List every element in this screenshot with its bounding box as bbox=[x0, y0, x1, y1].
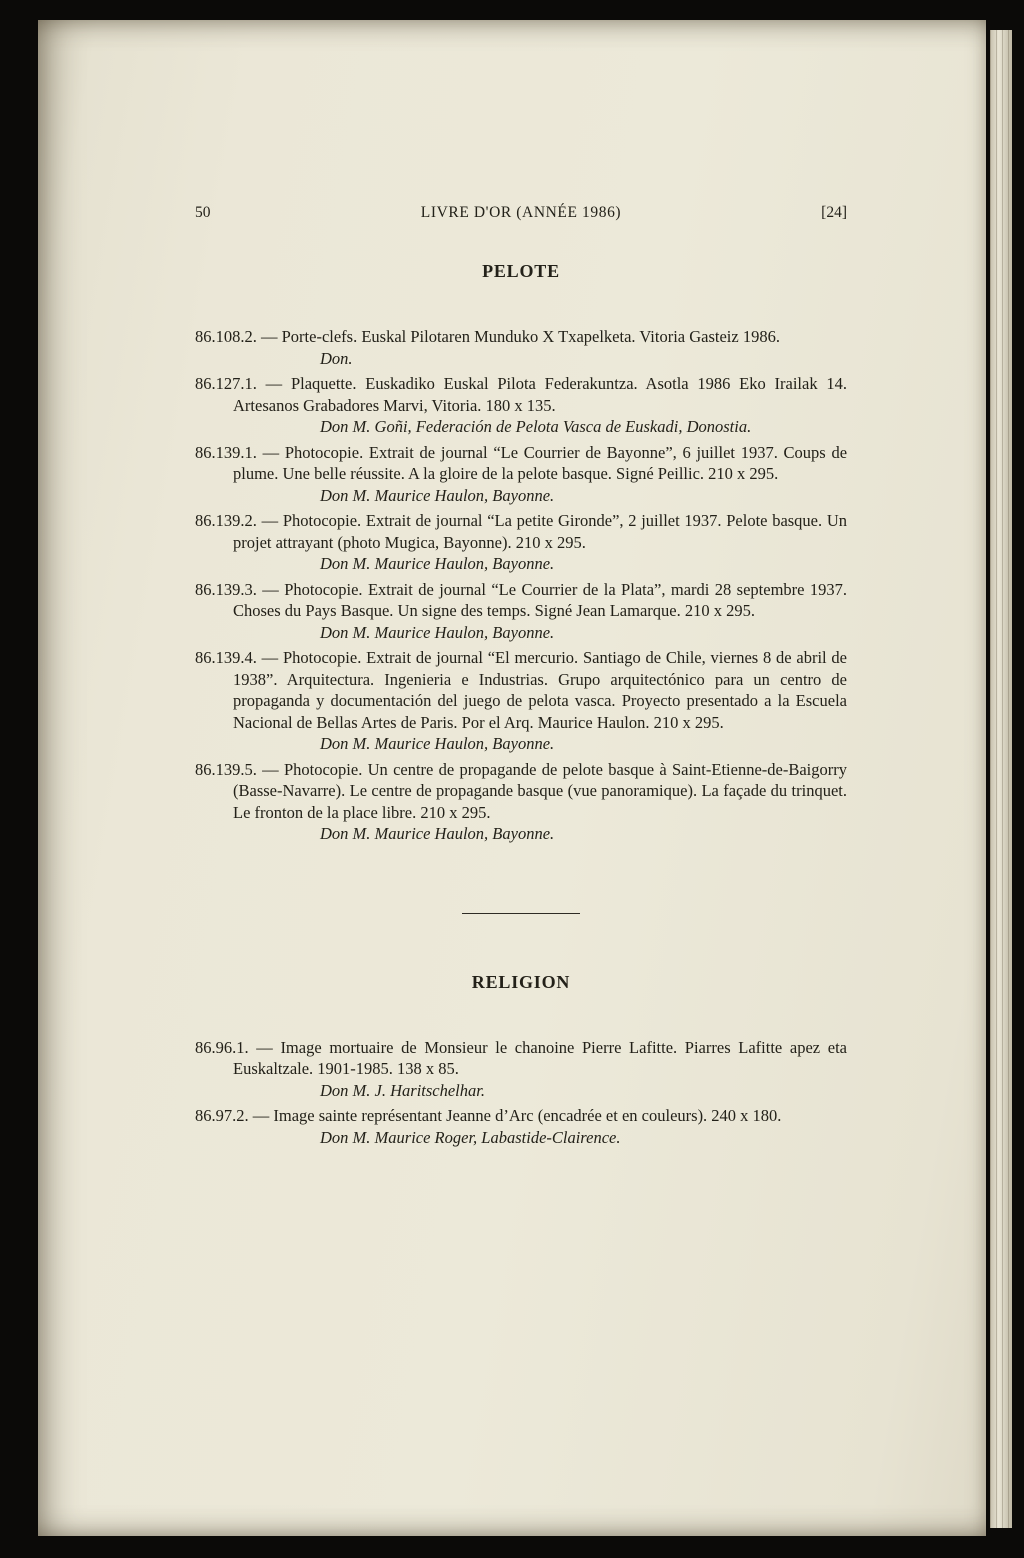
entry-description: Photocopie. Extrait de journal “Le Courrier de Bayonne”, 6 juillet 1937. Coups de plume. Une belle réussite. A la gloire de la pelote basque. Signé Peillic. 210 x 295. bbox=[233, 442, 848, 483]
entry-description: Photocopie. Extrait de journal “El mercurio. Santiago de Chile, viernes 8 de abril de 1938”. Arquitectura. Ingenieria e Industrias. Grupo arquitectónico para un centro de propaganda y documentación del juego de pelota vasca. Proyecto presentado a la Escuela Nacional de Bellas Artes de Paris. Por el Arq. Maurice Haulon. 210 x 295. bbox=[233, 648, 847, 732]
entry-donor-line: Don M. Maurice Haulon, Bayonne. bbox=[320, 734, 555, 753]
entry-description: Photocopie. Extrait de journal “Le Courrier de la Plata”, mardi 28 septembre 1937. Choses du Pays Basque. Un signe des temps. Signé Jean Lamarque. 210 x 295. bbox=[233, 579, 848, 620]
entry-id: 86.139.3. bbox=[195, 579, 257, 599]
entry-text-line bbox=[195, 326, 847, 348]
catalog-entry bbox=[195, 373, 847, 438]
entry-id: 86.139.5. bbox=[195, 759, 257, 779]
book-page bbox=[38, 20, 986, 1536]
entry-description: Photocopie. Extrait de journal “La petite Gironde”, 2 juillet 1937. Pelote basque. Un projet attrayant (photo Mugica, Bayonne). 210 x 295. bbox=[233, 511, 848, 552]
entry-id: 86.97.2. bbox=[195, 1106, 249, 1125]
entry-dash: — bbox=[261, 511, 279, 530]
catalog-entry bbox=[195, 647, 847, 755]
entry-text-line bbox=[195, 510, 847, 553]
entry-id: 86.96.1. bbox=[195, 1037, 249, 1057]
entry-text-line bbox=[195, 373, 847, 416]
section-divider bbox=[462, 913, 580, 914]
catalog-entry bbox=[195, 442, 847, 507]
entry-dash: — bbox=[261, 327, 278, 346]
entry-dash: — bbox=[262, 442, 280, 462]
catalog-entry bbox=[195, 759, 847, 845]
entry-donor-line: Don M. Maurice Haulon, Bayonne. bbox=[320, 485, 555, 505]
entry-id: 86.127.1. bbox=[195, 374, 257, 393]
entry-text-line bbox=[195, 647, 847, 733]
entry-donor-line: Don M. Goñi, Federación de Pelota Vasca de Euskadi, Donostia. bbox=[320, 417, 752, 436]
folio-reference: [24] bbox=[821, 204, 847, 221]
catalog-section bbox=[195, 971, 847, 1149]
entry-id: 86.139.1. bbox=[195, 442, 257, 462]
entry-dash: — bbox=[261, 648, 279, 667]
entry-dash: — bbox=[256, 1037, 273, 1057]
entry-text-line bbox=[195, 759, 847, 824]
catalog-entry bbox=[195, 579, 847, 644]
section-title: RELIGION bbox=[471, 971, 571, 992]
entry-text-line bbox=[195, 1037, 847, 1080]
entry-text-line bbox=[195, 579, 847, 622]
book-fore-edge bbox=[990, 30, 1012, 1528]
entry-donor-line: Don M. Maurice Roger, Labastide-Clairence. bbox=[320, 1127, 621, 1147]
entry-dash: — bbox=[265, 374, 283, 393]
entry-donor-line: Don. bbox=[320, 348, 353, 368]
catalog-entry bbox=[195, 510, 847, 575]
catalog-entry bbox=[195, 326, 847, 369]
catalog-section bbox=[195, 260, 847, 845]
catalog-entry bbox=[195, 1105, 847, 1148]
entry-dash: — bbox=[262, 759, 279, 779]
entry-description: Image sainte représentant Jeanne d’Arc (encadrée et en couleurs). 240 x 180. bbox=[273, 1106, 782, 1125]
entry-text-line bbox=[195, 442, 847, 485]
entry-id: 86.139.4. bbox=[195, 648, 257, 667]
entries-list bbox=[195, 326, 847, 845]
catalog-entry bbox=[195, 1037, 847, 1102]
page-content bbox=[195, 20, 847, 1152]
entry-description: Porte-clefs. Euskal Pilotaren Munduko X Txapelketa. Vitoria Gasteiz 1986. bbox=[281, 327, 780, 346]
entry-description: Photocopie. Un centre de propagande de pelote basque à Saint-Etienne-de-Baigorry (Basse-Navarre). Le centre de propagande basque (vue panoramique). La façade du trinquet. Le fronton de la place libre. 210 x 295. bbox=[233, 759, 848, 822]
entry-donor-line: Don M. Maurice Haulon, Bayonne. bbox=[320, 554, 555, 573]
entry-id: 86.108.2. bbox=[195, 327, 257, 346]
entry-description: Plaquette. Euskadiko Euskal Pilota Federakuntza. Asotla 1986 Eko Irailak 14. Artesanos Grabadores Marvi, Vitoria. 180 x 135. bbox=[233, 374, 847, 415]
entry-donor-line: Don M. Maurice Haulon, Bayonne. bbox=[320, 824, 555, 843]
entry-text-line bbox=[195, 1105, 847, 1127]
entry-dash: — bbox=[262, 579, 279, 599]
entry-donor-line: Don M. J. Haritschelhar. bbox=[320, 1080, 485, 1100]
section-title: PELOTE bbox=[482, 261, 560, 281]
entry-description: Image mortuaire de Monsieur le chanoine Pierre Lafitte. Piarres Lafitte apez eta Euskaltzale. 1901-1985. 138 x 85. bbox=[233, 1037, 847, 1078]
running-title: LIVRE D'OR (ANNÉE 1986) bbox=[420, 204, 622, 221]
running-header bbox=[195, 203, 847, 223]
page-number: 50 bbox=[195, 204, 211, 221]
entries-list bbox=[195, 1037, 847, 1149]
entry-id: 86.139.2. bbox=[195, 511, 257, 530]
entry-dash: — bbox=[252, 1106, 270, 1125]
sections-container bbox=[195, 260, 847, 1148]
entry-donor-line: Don M. Maurice Haulon, Bayonne. bbox=[320, 622, 555, 642]
